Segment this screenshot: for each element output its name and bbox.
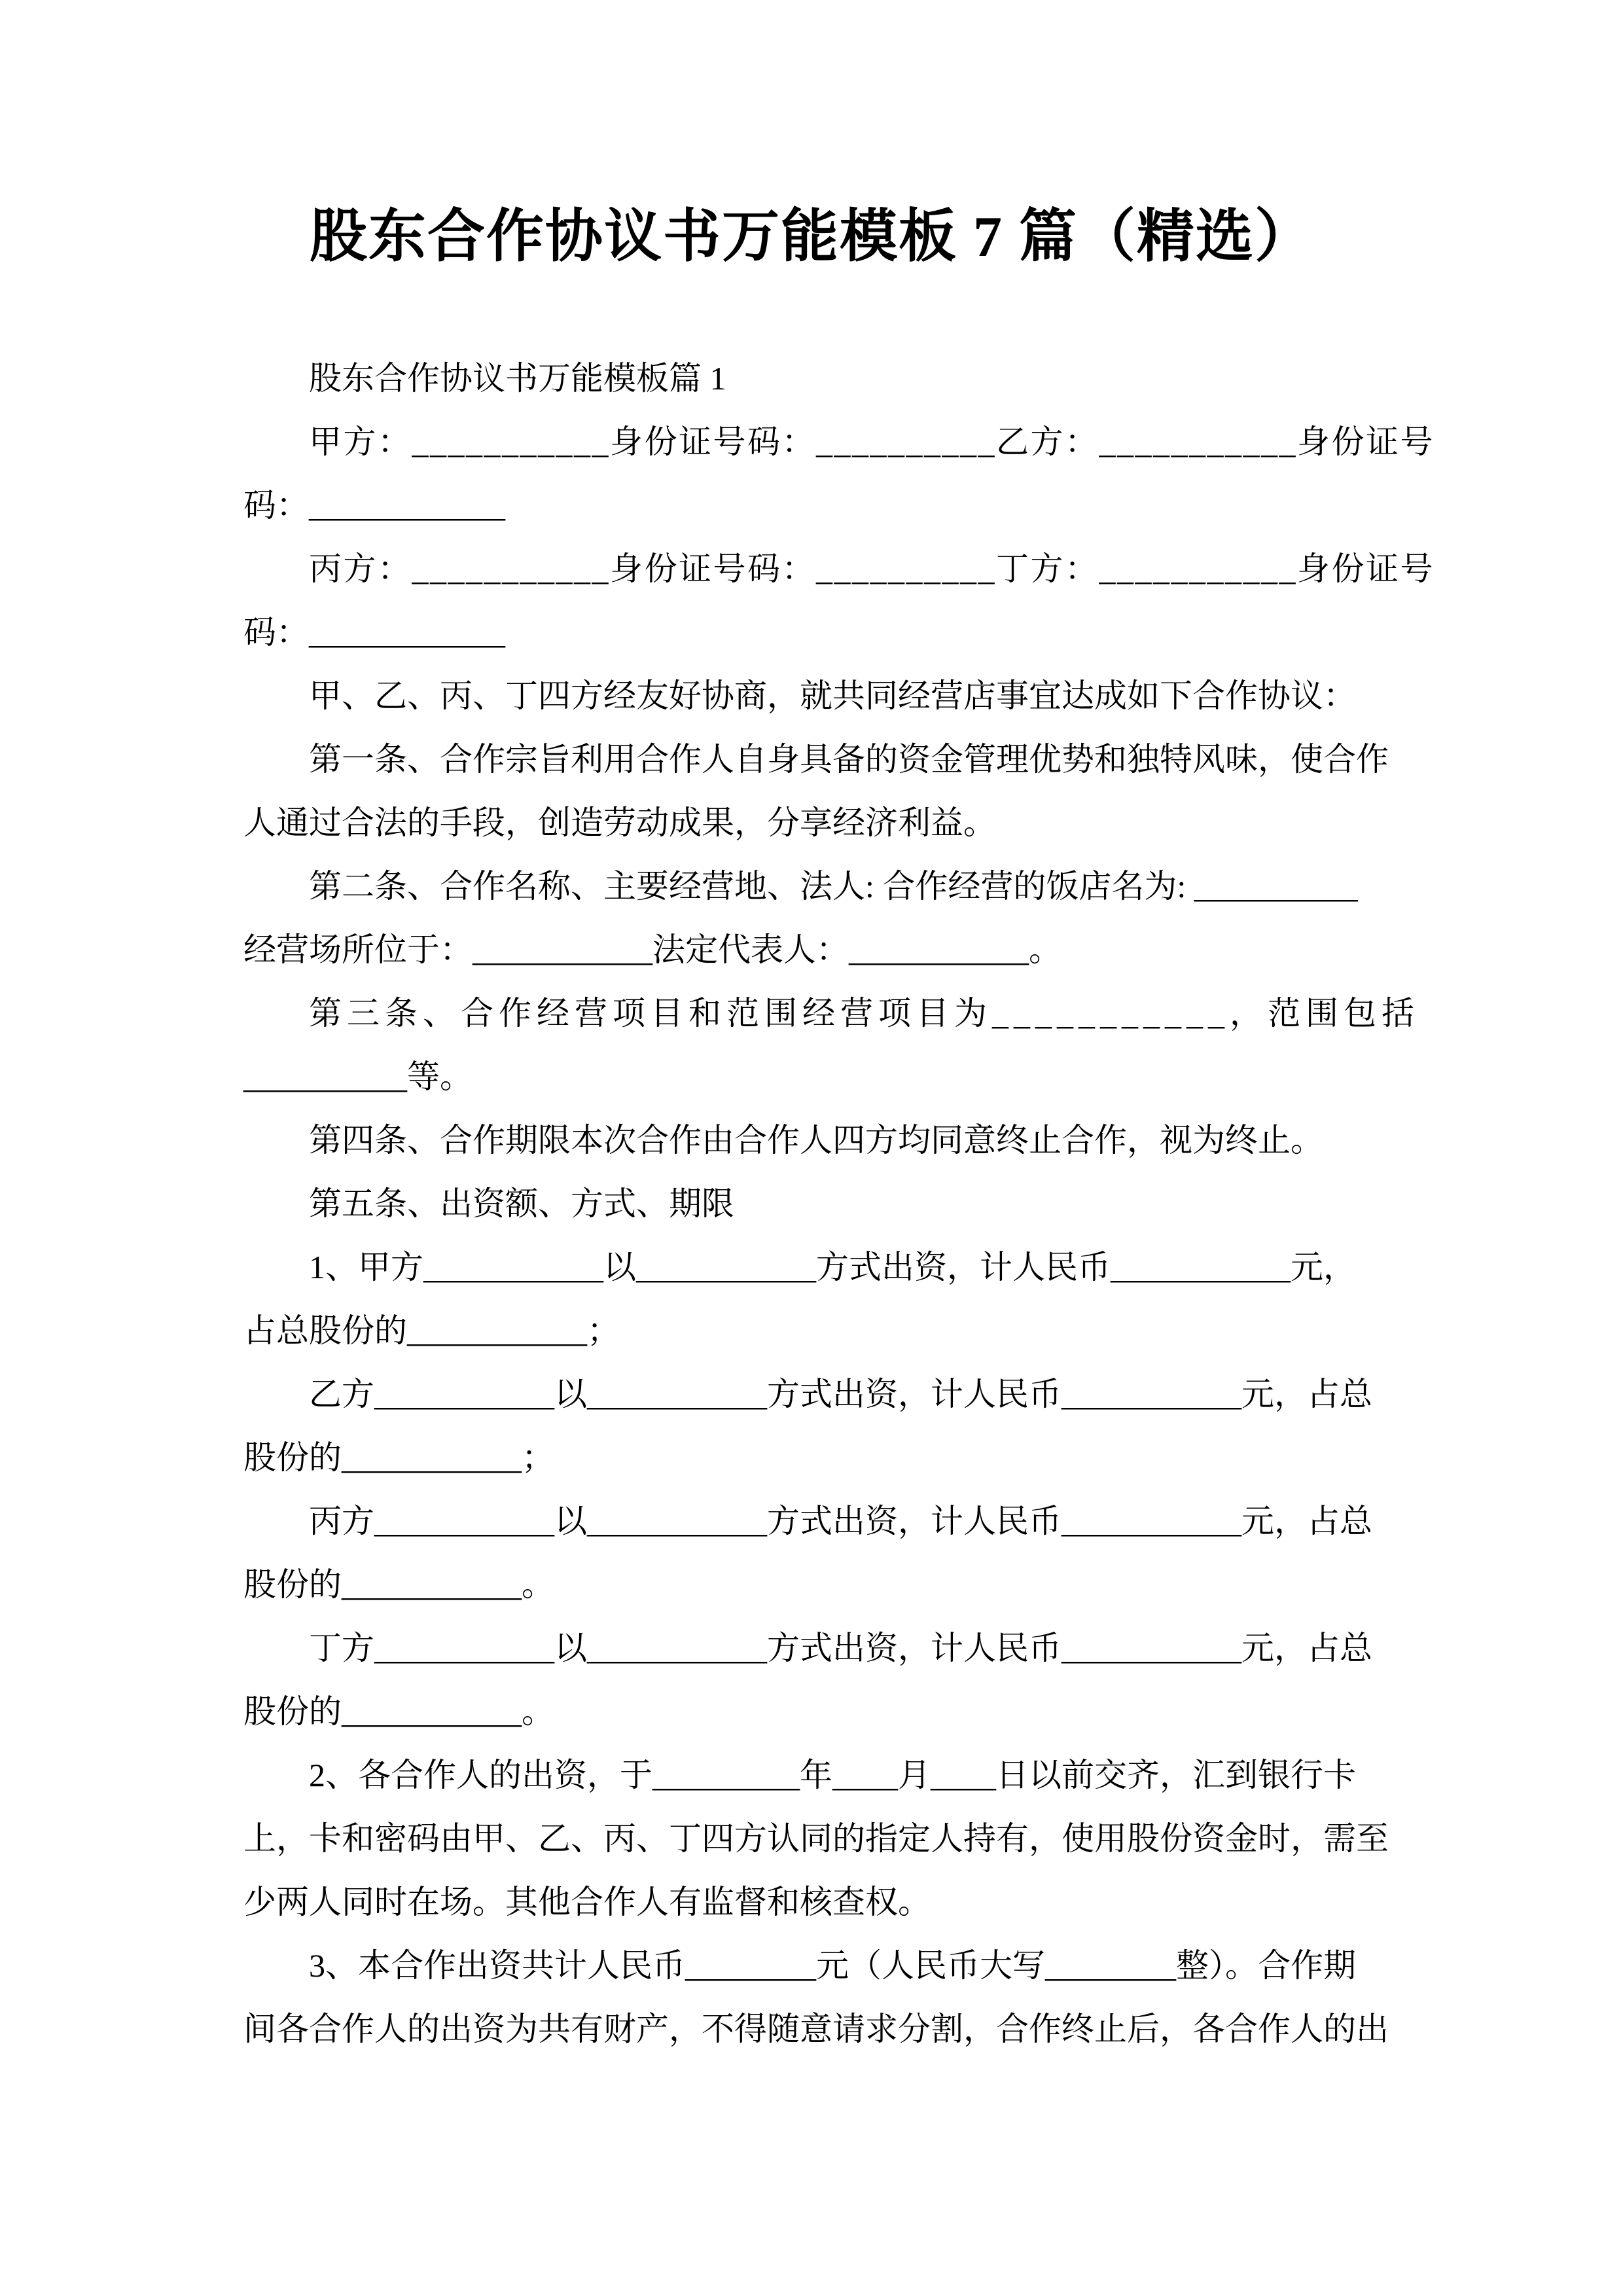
doc-line-section-heading: 股东合作协议书万能模板篇 1 xyxy=(309,360,726,397)
page-title: 股东合作协议书万能模板 7 篇（精选） xyxy=(309,206,1313,269)
doc-line: 第二条、合作名称、主要经营地、法人: 合作经营的饭店名为: __________ xyxy=(309,868,1358,905)
doc-line: 码：____________ xyxy=(243,614,505,651)
doc-line: 间各合作人的出资为共有财产，不得随意请求分割，合作终止后，各合作人的出 xyxy=(243,2011,1389,2047)
doc-line: 人通过合法的手段，创造劳动成果，分享经济利益。 xyxy=(243,804,996,841)
doc-line: 第四条、合作期限本次合作由合作人四方均同意终止合作，视为终止。 xyxy=(309,1122,1323,1158)
doc-line: 2、各合作人的出资，于_________年____月____日以前交齐，汇到银行卡 xyxy=(309,1757,1356,1793)
doc-line: 经营场所位于：___________法定代表人：___________。 xyxy=(243,931,1061,968)
doc-line: 甲、乙、丙、丁四方经友好协商，就共同经营店事宜达成如下合作协议： xyxy=(309,677,1356,714)
doc-line: 第五条、出资额、方式、期限 xyxy=(309,1185,734,1222)
doc-line: 股份的___________。 xyxy=(243,1693,554,1730)
doc-line: 1、甲方___________以___________方式出资，计人民币___________元， xyxy=(309,1249,1356,1285)
doc-line: 甲方：___________身份证号码：__________乙方：___________身份证号 xyxy=(309,423,1435,460)
doc-line: 占总股份的___________； xyxy=(243,1312,620,1349)
doc-line: 上，卡和密码由甲、乙、丙、丁四方认同的指定人持有，使用股份资金时，需至 xyxy=(243,1820,1389,1857)
doc-line: 少两人同时在场。其他合作人有监督和核查权。 xyxy=(243,1884,931,1920)
doc-line: 3、本合作出资共计人民币________元（人民币大写________整）。合作期 xyxy=(309,1947,1356,1984)
document-body xyxy=(243,347,1435,2061)
doc-line: 第三条、合作经营项目和范围经营项目为___________，范围包括 xyxy=(309,995,1419,1031)
doc-line: __________等。 xyxy=(243,1058,473,1095)
doc-line: 股份的___________； xyxy=(243,1439,554,1476)
doc-line: 第一条、合作宗旨利用合作人自身具备的资金管理优势和独特风味，使合作 xyxy=(309,741,1389,778)
doc-line: 股份的___________。 xyxy=(243,1566,554,1603)
doc-line: 乙方___________以___________方式出资，计人民币___________元，占总 xyxy=(309,1376,1372,1412)
doc-line: 码：____________ xyxy=(243,487,505,524)
doc-line: 丙方___________以___________方式出资，计人民币___________元，占总 xyxy=(309,1503,1372,1539)
doc-line: 丁方___________以___________方式出资，计人民币___________元，占总 xyxy=(309,1630,1372,1666)
doc-line: 丙方：___________身份证号码：__________丁方：___________身份证号 xyxy=(309,550,1435,587)
